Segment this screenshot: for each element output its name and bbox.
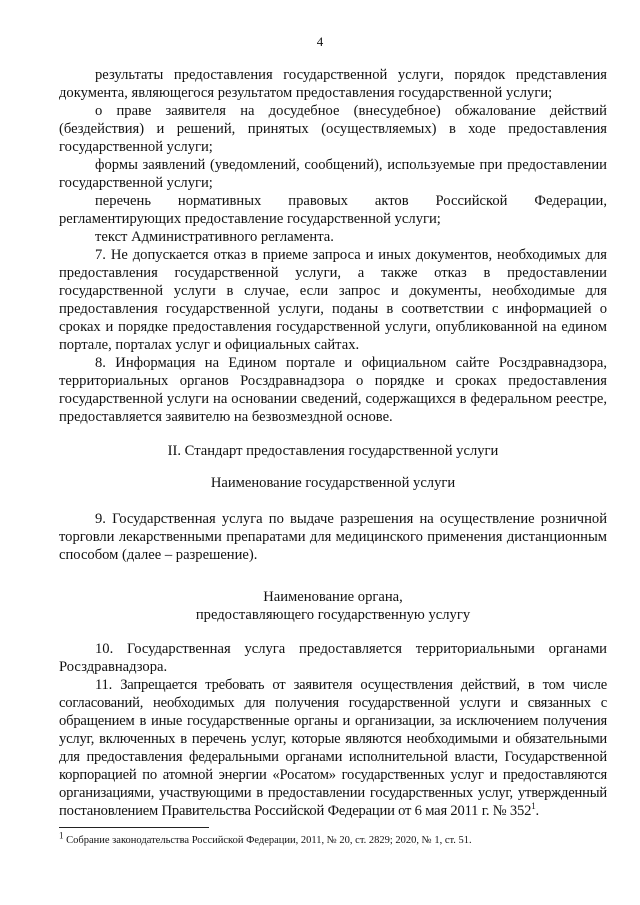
paragraph-result-info: результаты предоставления государственной услуги, порядок представления документа, являющегося результатом предоставления государственной услуги; xyxy=(59,67,607,101)
paragraph-application-forms: формы заявлений (уведомлений, сообщений), используемые при предоставлении государственной услуги; xyxy=(59,157,607,191)
paragraph-11-text: 11. Запрещается требовать от заявителя осуществления действий, в том числе согласований, необходимых для получения государственной услуги и связанных с обращением в иные государственные органы и организации, за исключением получения услуг, включенных в перечень услуг, которые являются необходимыми и обязательными для предоставления федеральными органами исполнительной власти, Государственной корпорацией по атомной энергии «Росатом» государственных услуг и предоставляются организациями, участвующими в предоставлении государственных услуг, утвержденный постановлением Правительства Российской Федерации от 6 мая 2011 г. № 352 xyxy=(59,677,607,819)
paragraph-appeal-right: о праве заявителя на досудебное (внесудебное) обжалование действий (бездействия) и решений, принятых (осуществляемых) в ходе предоставления государственной услуги; xyxy=(59,103,607,155)
paragraph-9: 9. Государственная услуга по выдаче разрешения на осуществление розничной торговли лекарственными препаратами для медицинского применения дистанционным способом (далее – разрешение). xyxy=(59,511,607,563)
paragraph-7: 7. Не допускается отказ в приеме запроса и иных документов, необходимых для предоставления государственной услуги, а также отказ в предоставлении государственной услуги в случае, если запрос и документы, необходимые для предоставления государственной услуги, поданы в соответствии с информацией о сроках и порядке предоставления государственной услуги, опубликованной на едином портале, порталах услуг и официальных сайтах. xyxy=(59,247,607,353)
footnote xyxy=(59,830,607,847)
footnote-mark: 1 xyxy=(59,830,64,841)
paragraph-11 xyxy=(59,676,607,820)
paragraph-10: 10. Государственная услуга предоставляется территориальными органами Росздравнадзора. xyxy=(59,641,607,675)
document-body xyxy=(59,66,607,820)
subheading-authority-line2: предоставляющего государственную услугу xyxy=(195,607,471,623)
footnote-separator xyxy=(59,827,209,828)
footnote-text: Собрание законодательства Российской Федерации, 2011, № 20, ст. 2829; 2020, № 1, ст. 51. xyxy=(66,835,472,846)
section-heading: II. Стандарт предоставления государственной услуги xyxy=(167,443,499,459)
subheading-service-name: Наименование государственной услуги xyxy=(210,475,456,491)
paragraph-11-end: . xyxy=(535,803,539,819)
paragraph-8: 8. Информация на Едином портале и официальном сайте Росздравнадзора, территориальных органов Росздравнадзора о порядке и сроках предоставления государственной услуги на основании сведений, содержащихся в федеральном реестре, предоставляется заявителю на безвозмездной основе. xyxy=(59,355,607,425)
page-number: 4 xyxy=(316,34,324,49)
footnote-reference: 1 xyxy=(531,801,536,812)
subheading-authority-line1: Наименование органа, xyxy=(263,589,403,605)
paragraph-regulation-text: текст Административного регламента. xyxy=(95,229,334,245)
paragraph-legal-acts: перечень нормативных правовых актов Российской Федерации, регламентирующих предоставление государственной услуги; xyxy=(59,193,607,227)
